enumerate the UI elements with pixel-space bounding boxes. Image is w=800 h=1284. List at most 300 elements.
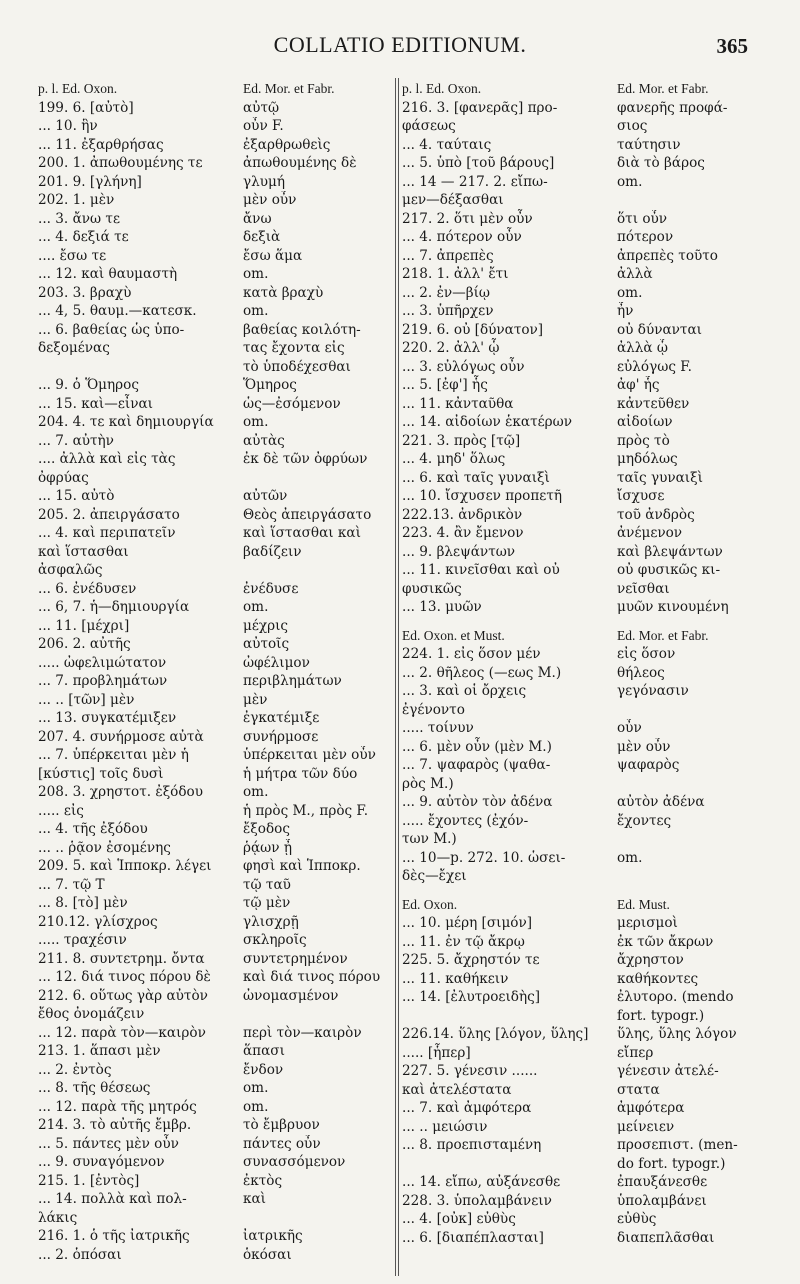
oxon-reading: 210.12. γλίσχρος (38, 913, 158, 930)
variant-reading: μερισμοὶ (617, 915, 678, 931)
variant-reading: μυῶν κινουμένη (617, 599, 729, 615)
collation-entry (402, 867, 772, 886)
variant-reading: om. (243, 1098, 269, 1115)
oxon-reading: ἐγένοντο (402, 701, 465, 718)
oxon-reading: ... 4. τῆς ἐξόδου (38, 821, 148, 837)
collation-entry (402, 302, 772, 321)
collation-entry (38, 358, 390, 377)
oxon-reading: 209. 5. καὶ Ἱπποκρ. λέγει (38, 858, 212, 874)
collation-entry (38, 746, 390, 765)
oxon-reading: 207. 4. συνήρμοσε αὐτὰ (38, 728, 204, 745)
oxon-reading: 220. 2. ἀλλ' ᾧ (402, 340, 500, 356)
collation-entry (402, 469, 772, 488)
variant-reading: ἄχρηστον (617, 952, 684, 968)
collation-entry (38, 1061, 390, 1080)
oxon-reading: ... 10—p. 272. 10. ὡσει- (402, 849, 566, 866)
variant-reading: om. (243, 784, 269, 800)
variant-reading: οὖν F. (243, 118, 284, 134)
column-heading (38, 80, 390, 99)
collation-entry (38, 302, 390, 321)
variant-reading: αὐτὰς (243, 432, 285, 449)
collation-entry (38, 968, 390, 987)
oxon-reading: 226.14. ὕλης [λόγον, ὕλης] (402, 1026, 589, 1042)
collation-entry (38, 284, 390, 303)
collation-entry (402, 432, 772, 451)
collation-entry (38, 635, 390, 654)
collation-entry (402, 173, 772, 192)
oxon-reading: ... 9. αὐτὸν τὸν ἀδένα (402, 794, 553, 810)
collation-entry (402, 580, 772, 599)
variant-reading: οὖν (617, 720, 642, 736)
collation-entry (38, 654, 390, 673)
variant-reading: ὅτι οὖν (617, 210, 668, 227)
oxon-reading: ... 11. [μέχρι] (38, 617, 130, 634)
oxon-reading: ... 2. ἐν—βίῳ (402, 284, 491, 301)
oxon-reading: μεν—δέξασθαι (402, 192, 504, 208)
oxon-reading: ... 13. συγκατέμιξεν (38, 710, 177, 726)
collation-entry (402, 775, 772, 794)
collation-entry (38, 1024, 390, 1043)
collation-entry (402, 506, 772, 525)
variant-reading: Ed. Must. (617, 896, 670, 912)
oxon-reading: 228. 3. ὑπολαμβάνειν (402, 1192, 552, 1209)
oxon-reading: ... 7. προβλημάτων (38, 673, 168, 689)
variant-reading: Ed. Mor. et Fabr. (617, 81, 709, 96)
oxon-reading: ... 11. ἐν τῷ ἄκρῳ (402, 933, 525, 950)
column-heading (402, 80, 772, 99)
variant-reading: ἀλλὰ (617, 266, 653, 282)
variant-reading: ἐξαρθρωθεὶς (243, 136, 331, 153)
left-collation-column (38, 80, 390, 1275)
oxon-reading: Ed. Oxon. (402, 896, 458, 912)
variant-reading: διαπεπλᾶσθαι (617, 1229, 715, 1246)
collation-entry (402, 1210, 772, 1229)
oxon-reading: 215. 1. [ἐντὸς] (38, 1172, 140, 1189)
variant-reading: εὐθὺς (617, 1211, 657, 1227)
collation-entry (38, 1098, 390, 1117)
collation-entry (402, 1099, 772, 1118)
variant-reading: τῷ μὲν (243, 895, 291, 911)
collation-entry (38, 543, 390, 562)
variant-reading: κατὰ βραχὺ (243, 284, 324, 301)
collation-entry (38, 1042, 390, 1061)
page-title: COLLATIO EDITIONUM. (273, 32, 527, 57)
oxon-reading: ... 7. αὐτὴν (38, 432, 114, 449)
variant-reading: καὶ (243, 1191, 267, 1207)
variant-reading: δεξιὰ (243, 229, 281, 245)
collation-entry (38, 802, 390, 821)
page-number: 365 (716, 34, 748, 58)
variant-reading: φησὶ καὶ Ἱπποκρ. (243, 858, 361, 874)
variant-reading: Ed. Mor. et Fabr. (243, 81, 335, 96)
variant-reading: τοῦ ἀνδρὸς (617, 506, 695, 523)
variant-reading: περὶ τὸν—καιρὸν (243, 1024, 362, 1041)
variant-reading: ἐκ τῶν ἄκρων (617, 933, 714, 950)
variant-reading: νεῖσθαι (617, 580, 670, 597)
variant-reading: γεγόνασιν (617, 683, 689, 699)
collation-entry (38, 247, 390, 266)
oxon-reading: ... 4. πότερον οὖν (402, 229, 522, 245)
variant-reading: ὑπολαμβάνει (617, 1192, 707, 1209)
variant-reading: συνασσόμενον (243, 1154, 346, 1170)
collation-entry (38, 524, 390, 543)
oxon-reading: 224. 1. εἰς ὅσον μέν (402, 646, 541, 662)
collation-entry (402, 914, 772, 933)
variant-reading: ἅπασι (243, 1043, 285, 1059)
oxon-reading: ... 9. ὁ Ὅμηρος (38, 377, 139, 393)
variant-reading: αὐτῷ (243, 99, 280, 116)
variant-reading: βαθείας κοιλότη- (243, 321, 361, 338)
variant-reading: ἀμφότερα (617, 1100, 685, 1116)
oxon-reading: ... 5. ὑπὸ [τοῦ βάρους] (402, 155, 555, 171)
collation-entry (38, 506, 390, 525)
oxon-reading: ... 6. ἐνέδυσεν (38, 580, 137, 597)
collation-entry (38, 1227, 390, 1246)
variant-reading: γένεσιν ἀτελέ- (617, 1063, 719, 1079)
variant-reading: πρὸς τὸ (617, 432, 670, 449)
collation-entry (38, 894, 390, 913)
variant-reading: ἐκ δὲ τῶν ὀφρύων (243, 451, 368, 467)
variant-reading: μὲν (243, 691, 268, 708)
collation-entry (38, 432, 390, 451)
variant-reading: αὐτῶν (243, 488, 288, 504)
collation-entry (38, 728, 390, 747)
oxon-reading: ... 12. παρὰ τὸν—καιρὸν (38, 1024, 206, 1041)
variant-reading: ἡ πρὸς M., πρὸς F. (243, 802, 369, 819)
collation-entry (402, 228, 772, 247)
oxon-reading: ... 3. εὐλόγως οὖν (402, 358, 525, 375)
oxon-reading: ... 6. μὲν οὖν (μὲν M.) (402, 738, 552, 755)
collation-entry (402, 450, 772, 469)
oxon-reading: ... .. μειώσιν (402, 1118, 488, 1135)
collation-entry (38, 210, 390, 229)
oxon-reading: 201. 9. [γλήνη] (38, 173, 142, 190)
variant-reading: ἐπαυξάνεσθε (617, 1174, 708, 1190)
variant-reading: ἀνέμενον (617, 525, 683, 541)
collation-entry (402, 664, 772, 683)
collation-entry (38, 487, 390, 506)
variant-reading: ἡ μήτρα τῶν δύο (243, 765, 358, 782)
oxon-reading: ... 13. μυῶν (402, 599, 482, 615)
collation-entry (38, 931, 390, 950)
variant-reading: ἀπρεπὲς τοῦτο (617, 247, 718, 264)
collation-entry (402, 191, 772, 210)
oxon-reading: ... 14. εἴπω, αὐξάνεσθε (402, 1174, 561, 1190)
collation-entry (402, 117, 772, 136)
collation-entry (38, 339, 390, 358)
oxon-reading: ... 14 — 217. 2. εἴπω- (402, 173, 548, 190)
oxon-reading: ... 4. καὶ περιπατεῖν (38, 525, 176, 541)
variant-reading: om. (243, 303, 269, 319)
oxon-reading: ... 7. ὑπέρκειται μὲν ἡ (38, 747, 189, 763)
collation-entry (402, 988, 772, 1007)
collation-entry (38, 136, 390, 155)
oxon-reading: 206. 2. αὐτῆς (38, 636, 131, 652)
variant-reading: αὐτὸν ἀδένα (617, 794, 705, 810)
oxon-reading: λάκις (38, 1209, 78, 1226)
variant-reading: om. (243, 1080, 269, 1096)
collation-entry (38, 173, 390, 192)
collation-entry (402, 756, 772, 775)
oxon-reading: 202. 1. μὲν (38, 192, 115, 208)
collation-entry (38, 117, 390, 136)
oxon-reading: 200. 1. ἀπωθουμένης τε (38, 155, 203, 171)
variant-reading: Θεὸς ἀπειργάσατο (243, 506, 372, 523)
variant-reading: ἔξοδος (243, 821, 290, 837)
variant-reading: om. (243, 599, 269, 615)
variant-reading: ἐγκατέμιξε (243, 710, 320, 726)
oxon-reading: 211. 8. συντετρημ. ὄντα (38, 950, 205, 967)
collation-entry (402, 395, 772, 414)
collation-entry (402, 701, 772, 720)
variant-reading: συντετρημένον (243, 950, 348, 967)
collation-entry (38, 376, 390, 395)
variant-reading: ταύτησιν (617, 136, 681, 153)
variant-reading: Ὅμηρος (243, 377, 297, 393)
oxon-reading: 203. 3. βραχὺ (38, 284, 132, 301)
collation-entry (38, 561, 390, 580)
oxon-reading: p. l. Ed. Oxon. (38, 81, 118, 96)
variant-reading: ὠφέλιμον (243, 654, 310, 671)
variant-reading: ψαφαρὸς (617, 757, 680, 773)
collation-entry (38, 765, 390, 784)
collation-entry (38, 1116, 390, 1135)
collation-entry (402, 812, 772, 831)
running-header (0, 32, 800, 62)
oxon-reading: 225. 5. ἄχρηστόν τε (402, 952, 540, 968)
oxon-reading: ... 9. βλεψάντων (402, 543, 516, 560)
variant-reading: βαδίζειν (243, 543, 302, 560)
oxon-reading: ..... τοίνυν (402, 720, 474, 736)
collation-entry (402, 413, 772, 432)
oxon-reading: ... 14. [ἐλυτροειδὴς] (402, 989, 541, 1005)
oxon-reading: ... 4. ταύταις (402, 136, 492, 153)
oxon-reading: ..... εἰς (38, 802, 84, 819)
oxon-reading: 199. 6. [αὐτὸ] (38, 99, 134, 116)
oxon-reading: p. l. Ed. Oxon. (402, 81, 482, 96)
oxon-reading: ... 7. καὶ ἀμφότερα (402, 1100, 532, 1116)
collation-entry (38, 876, 390, 895)
column-divider (395, 78, 396, 1276)
variant-reading: φανερῆς προφά- (617, 99, 728, 116)
variant-reading: πάντες οὖν (243, 1135, 321, 1152)
variant-reading: ἔνδον (243, 1061, 284, 1078)
oxon-reading: 214. 3. τὸ αὐτῆς ἔμβρ. (38, 1117, 192, 1133)
collation-entry (38, 99, 390, 118)
variant-reading: τὸ ὑποδέχεσθαι (243, 358, 351, 375)
variant-reading: ἰατρικῆς (243, 1228, 303, 1244)
variant-reading: μείνειεν (617, 1118, 675, 1135)
oxon-reading: 217. 2. ὅτι μὲν οὖν (402, 210, 533, 227)
collation-entry (402, 210, 772, 229)
oxon-reading: ... 2. ἐντὸς (38, 1061, 112, 1078)
oxon-reading: δεξομένας (38, 340, 110, 356)
oxon-reading: .... ἀλλὰ καὶ εἰς τὰς (38, 451, 176, 467)
variant-reading: κἀντεῦθεν (617, 395, 690, 412)
column-heading (402, 896, 772, 915)
collation-entry (402, 154, 772, 173)
collation-entry (402, 1173, 772, 1192)
collation-entry (38, 191, 390, 210)
collation-entry (402, 598, 772, 617)
variant-reading: γλυμή (243, 173, 285, 190)
collation-entry (402, 970, 772, 989)
variant-reading: ὁκόσαι (243, 1246, 292, 1263)
collation-entry (402, 543, 772, 562)
collation-entry (38, 1005, 390, 1024)
variant-reading: ταῖς γυναιξὶ (617, 469, 703, 486)
variant-reading: ἐνέδυσε (243, 580, 299, 597)
variant-reading: fort. typogr.) (617, 1007, 705, 1024)
collation-entry (402, 645, 772, 664)
oxon-reading: ... 9. συναγόμενον (38, 1154, 165, 1170)
oxon-reading: ... 3. ἄνω τε (38, 210, 120, 227)
variant-reading: τὸ ἔμβρυον (243, 1117, 320, 1133)
collation-entry (402, 265, 772, 284)
collation-entry (402, 933, 772, 952)
column-divider (398, 78, 399, 1276)
variant-reading: ὕλης, ὕλης λόγον (617, 1026, 737, 1042)
collation-entry (38, 617, 390, 636)
collation-entry (38, 783, 390, 802)
oxon-reading: ... 14. αἰδοίων ἑκατέρων (402, 414, 572, 430)
oxon-reading: .... ἔσω τε (38, 247, 107, 264)
oxon-reading: 208. 3. χρηστοτ. ἐξόδου (38, 784, 203, 800)
oxon-reading: ... 12. παρὰ τῆς μητρός (38, 1098, 197, 1115)
collation-entry (402, 136, 772, 155)
variant-reading: ἀπωθουμένης δὲ (243, 155, 357, 171)
oxon-reading: ... 4, 5. θαυμ.—κατεσκ. (38, 303, 197, 319)
collation-entry (38, 672, 390, 691)
variant-reading: ἀλλὰ ᾧ (617, 340, 668, 356)
collation-entry (38, 1246, 390, 1265)
collation-entry (38, 987, 390, 1006)
variant-reading: μέχρις (243, 617, 289, 634)
variant-reading: οὐ δύνανται (617, 321, 702, 338)
right-rows (402, 80, 772, 1247)
collation-entry (402, 849, 772, 868)
variant-reading: ἐλυτορο. (mendo (617, 989, 734, 1005)
oxon-reading: 216. 1. ὁ τῆς ἰατρικῆς (38, 1228, 190, 1244)
collation-entry (402, 1229, 772, 1248)
variant-reading: Ed. Mor. et Fabr. (617, 627, 709, 643)
collation-entry (38, 321, 390, 340)
variant-reading: αὐτοῖς (243, 636, 290, 652)
oxon-reading: Ed. Oxon. et Must. (402, 627, 505, 643)
collation-entry (402, 321, 772, 340)
variant-reading: εἴπερ (617, 1044, 654, 1061)
oxon-reading: 204. 4. τε καὶ δημιουργία (38, 414, 214, 430)
variant-reading: om. (617, 849, 643, 866)
oxon-reading: ... 8. προεπισταμένη (402, 1137, 542, 1153)
variant-reading: πότερον (617, 229, 674, 245)
oxon-reading: ... .. [τῶν] μὲν (38, 691, 135, 708)
variant-reading: μὲν οὖν (617, 738, 671, 755)
collation-entry (38, 691, 390, 710)
variant-reading: om. (243, 266, 269, 282)
collation-entry (38, 820, 390, 839)
collation-entry (402, 524, 772, 543)
variant-reading: καὶ βλεψάντων (617, 543, 723, 560)
oxon-reading: ... 12. καὶ θαυμαστὴ (38, 266, 178, 282)
collation-entry (402, 1062, 772, 1081)
variant-reading: do fort. typogr.) (617, 1155, 726, 1172)
variant-reading: τας ἔχοντα εἰς (243, 340, 345, 356)
oxon-reading: ... 8. [τὸ] μὲν (38, 895, 128, 911)
oxon-reading: ..... [ἧπερ] (402, 1044, 471, 1061)
collation-entry (38, 1172, 390, 1191)
oxon-reading: φάσεως (402, 118, 456, 134)
oxon-reading: 221. 3. πρὸς [τῷ] (402, 432, 521, 449)
variant-reading: ἔσω ἅμα (243, 247, 303, 264)
variant-reading: καὶ ἵστασθαι καὶ (243, 525, 361, 541)
variant-reading: ὑπέρκειται μὲν οὖν (243, 747, 376, 763)
oxon-reading: ... 7. τῷ Τ (38, 876, 105, 893)
collation-entry (38, 913, 390, 932)
collation-entry (402, 719, 772, 738)
oxon-reading: ..... ἔχοντες (ἐχόν- (402, 812, 529, 829)
oxon-reading: ..... ὠφελιμώτατον (38, 654, 167, 671)
variant-reading: ἄνω (243, 210, 272, 227)
collation-entry (38, 413, 390, 432)
oxon-reading: ... 4. [οὐκ] εὐθὺς (402, 1211, 516, 1227)
variant-reading: σκληροῖς (243, 932, 307, 948)
oxon-reading: 227. 5. γένεσιν ...... (402, 1063, 538, 1079)
oxon-reading: ... 11. ἐξαρθρήσας (38, 136, 164, 153)
oxon-reading: ... 10. ἴσχυσεν προπετῆ (402, 488, 562, 504)
oxon-reading: ... .. ῥᾷον ἐσομένης (38, 839, 171, 856)
oxon-reading: ... 14. πολλὰ καὶ πολ- (38, 1191, 187, 1207)
oxon-reading: 216. 3. [φανερᾶς] προ- (402, 99, 558, 116)
collation-entry (402, 339, 772, 358)
variant-reading: αἰδοίων (617, 414, 673, 430)
variant-reading: ἴσχυσε (617, 488, 665, 504)
collation-entry (402, 99, 772, 118)
collation-entry (38, 1209, 390, 1228)
collation-entry (402, 951, 772, 970)
collation-entry (402, 358, 772, 377)
collation-entry (402, 738, 772, 757)
oxon-reading: 218. 1. ἀλλ' ἔτι (402, 266, 509, 282)
oxon-reading: ... 7. ψαφαρὸς (ψαθα- (402, 757, 551, 773)
variant-reading: μηδόλως (617, 451, 678, 467)
oxon-reading: ... 6. καὶ ταῖς γυναιξὶ (402, 469, 550, 486)
oxon-reading: ἀσφαλῶς (38, 562, 103, 578)
oxon-reading: των M.) (402, 831, 457, 847)
collation-entry (38, 950, 390, 969)
oxon-reading: ... 4. μηδ' ὅλως (402, 451, 506, 467)
collation-entry (38, 154, 390, 173)
collation-entry (402, 793, 772, 812)
collation-entry (38, 228, 390, 247)
oxon-reading: ... 12. διά τινος πόρου δὲ (38, 969, 211, 985)
collation-entry (402, 1118, 772, 1137)
oxon-reading: ... 4. δεξιά τε (38, 229, 129, 245)
oxon-reading: δὲς—ἔχει (402, 868, 467, 884)
collation-entry (402, 487, 772, 506)
oxon-reading: [κύστις] τοῖς δυσὶ (38, 765, 164, 782)
collation-entry (402, 284, 772, 303)
oxon-reading: καὶ ἀτελέστατα (402, 1081, 512, 1098)
right-collation-column (402, 80, 772, 1275)
oxon-reading: ... 8. τῆς θέσεως (38, 1080, 151, 1096)
collation-entry (38, 469, 390, 488)
variant-reading: ὠνομασμένον (243, 987, 339, 1004)
variant-reading: om. (617, 284, 643, 301)
oxon-reading: 219. 6. οὐ [δύνατον] (402, 321, 544, 338)
collation-entry (38, 598, 390, 617)
oxon-reading: καὶ ἵστασθαι (38, 543, 129, 560)
